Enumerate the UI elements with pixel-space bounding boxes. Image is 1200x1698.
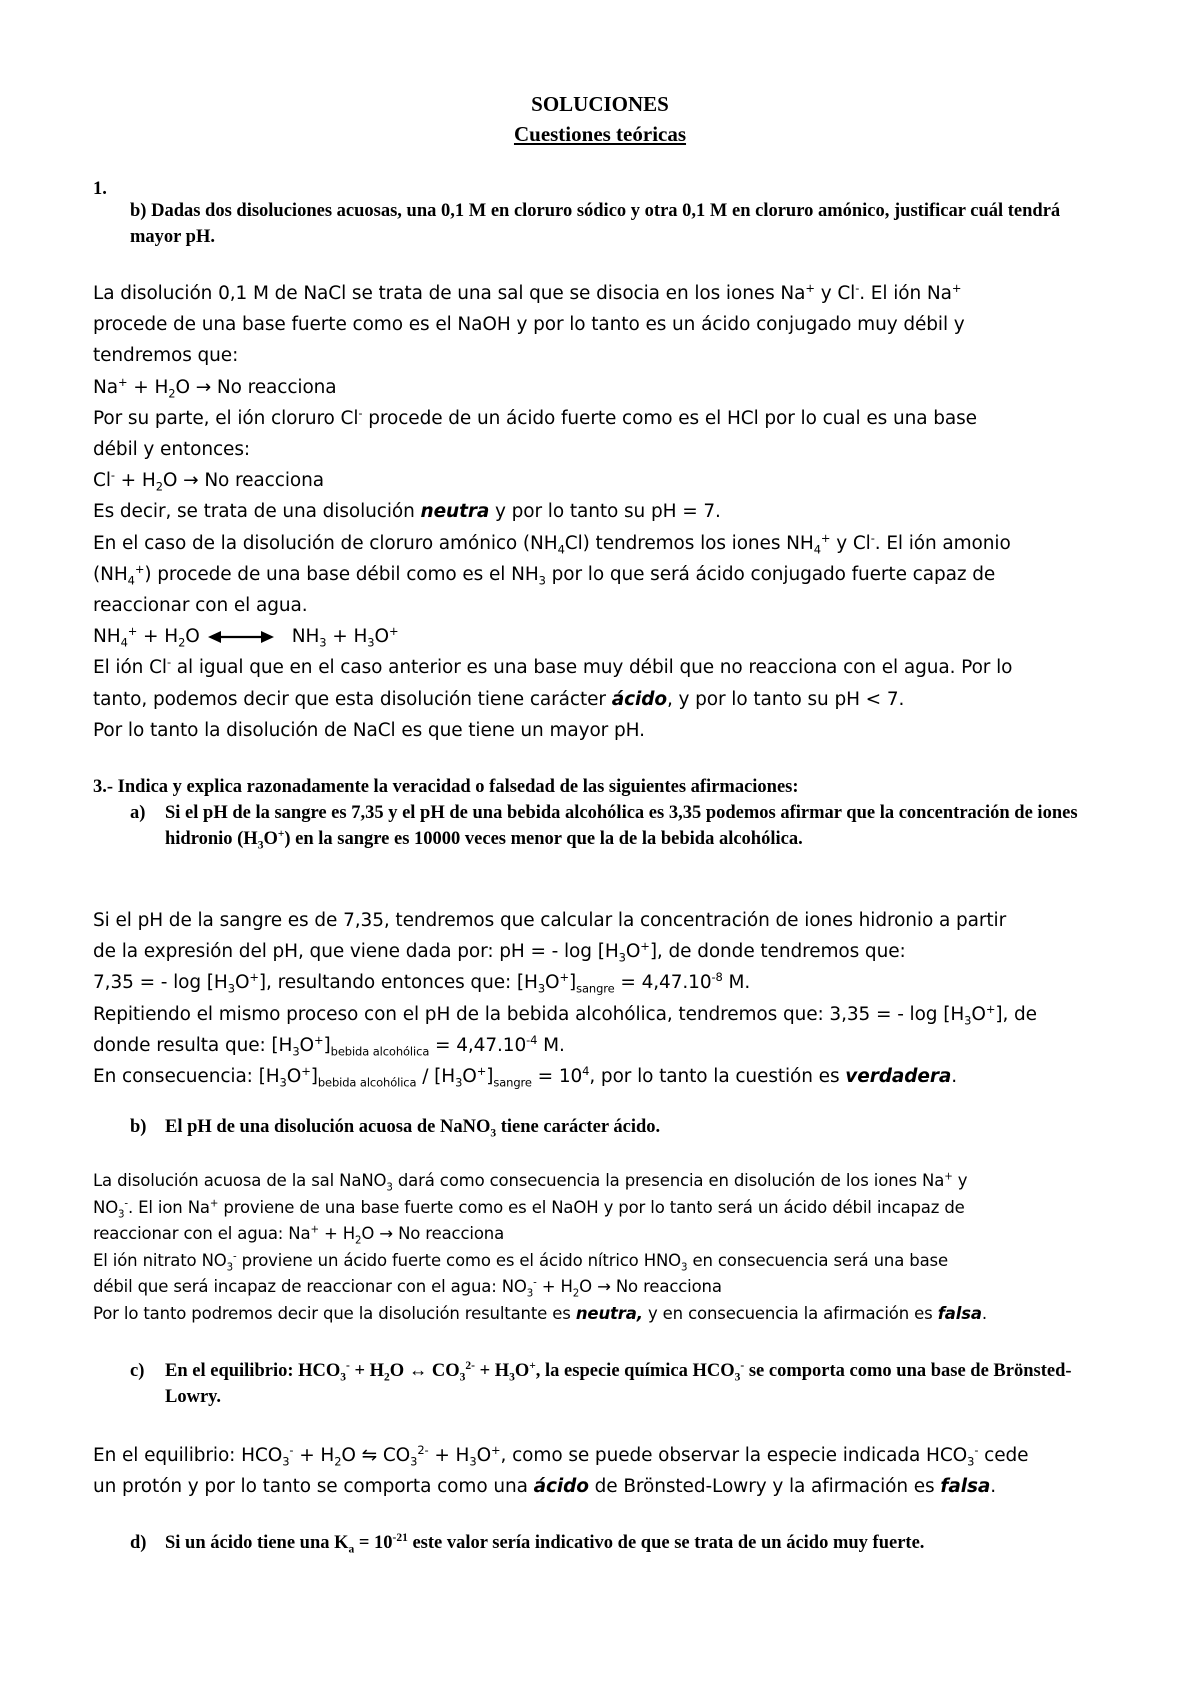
item-label: b): [130, 201, 147, 221]
answer-line: 7,35 = - $\log [H_3O^+]$, resultando entonces que: $[H_3O^+]_{sangre} = 4,47.10^{-8}$ M.: [93, 970, 751, 997]
answer-line: Por lo tanto podremos decir que la disolución resultante es neutra, y en consecuencia la afirmación es falsa.: [93, 1303, 987, 1323]
answer-3c: [93, 1440, 1173, 1502]
answer-line: $Na^+ + H_2O \to No$ reacciona: [93, 374, 337, 401]
question-3d: Si un ácido tiene una $K_a = 10^{-21}$ este valor sería indicativo de que se trata de un ácido muy fuerte.: [165, 1531, 925, 1556]
answer-1b: [93, 278, 1133, 746]
answer-line: reaccionar con el agua: $Na^+ + H_2O \to No$ reacciona: [93, 1224, 505, 1247]
answer-line: débil que será incapaz de reaccionar con el agua: $NO_3^- + H_2O \to No$ reacciona: [93, 1277, 722, 1300]
equation-line: $NH_4^+ + H_2O$ $NH_3 + H_3O^+$: [93, 624, 399, 650]
answer-line: Por su parte, el ión cloruro Cl- procede de un ácido fuerte como es el HCl por lo cual es una base: [93, 405, 977, 429]
item-label: c): [130, 1361, 145, 1381]
answer-line: La disolución acuosa de la sal NaNO$_3$ dará como consecuencia la presencia en disolución de los iones Na+ y: [93, 1171, 968, 1194]
document-subtitle: Cuestiones teóricas: [513, 122, 687, 146]
answer-line: La disolución 0,1 M de NaCl se trata de una sal que se disocia en los iones Na+ y Cl-. El ión Na+: [93, 280, 962, 304]
answer-line: débil y entonces:: [93, 439, 250, 461]
answer-line: un protón y por lo tanto se comporta como una ácido de Brönsted-Lowry y la afirmación es falsa.: [93, 1476, 997, 1498]
answer-line: Es decir, se trata de una disolución neutra y por lo tanto su pH = 7.: [93, 501, 721, 523]
answer-line: donde resulta que: $[H_3O^+]_{bebida alcohólica} = 4,47.10^{-4}$ M.: [93, 1032, 565, 1059]
answer-line: tanto, podemos decir que esta disolución tiene carácter ácido, y por lo tanto su pH < 7.: [93, 688, 905, 710]
question-3b: El pH de una disolución acuosa de NaNO$_3$ tiene carácter ácido.: [165, 1117, 661, 1140]
document-title: SOLUCIONES: [531, 92, 669, 116]
question-3c: En el equilibrio: $HCO_3^- + H_2O$ ↔ $CO_3^{2-} + H_3O^+$, la especie química $HCO_3^-$ se comporta como una base de Brönsted-Lowry.: [165, 1359, 1072, 1407]
answer-3b: [93, 1168, 1173, 1327]
double-arrow-icon: [208, 630, 274, 644]
question-3-heading: 3.- Indica y explica razonadamente la veracidad o falsedad de las siguientes afirmaciones:: [93, 777, 799, 797]
answer-line: reaccionar con el agua.: [93, 595, 308, 617]
answer-line: tendremos que:: [93, 345, 239, 367]
question-1b: [130, 198, 1110, 250]
answer-line: Por lo tanto la disolución de NaCl es que tiene un mayor pH.: [93, 719, 645, 741]
answer-line: El ión nitrato $NO_3^-$ proviene un ácido fuerte como es el ácido nítrico $HNO_3$ en consecuencia será una base: [93, 1250, 948, 1273]
answer-3a: [93, 905, 1153, 1092]
answer-line: Repitiendo el mismo proceso con el pH de la bebida alcohólica, tendremos que: 3,35 = - $\log [H_3O^+]$, de: [93, 1001, 1037, 1028]
answer-line: Si el pH de la sangre es de 7,35, tendremos que calcular la concentración de iones hidronio a partir: [93, 910, 1007, 931]
question-3a: Si el pH de la sangre es 7,35 y el pH de una bebida alcohólica es 3,35 podemos afirmar que la concentración de iones hidronio $(H_3O^+)$ en la sangre es 10000 veces menor que la de la bebida alcohólica.: [165, 803, 1078, 852]
question-number: 1.: [93, 179, 107, 199]
answer-line: $Cl^- + H_2O \to No$ reacciona: [93, 468, 324, 494]
item-label: b): [130, 1117, 147, 1137]
answer-line: En consecuencia: $[H_3O^+]_{bebida alcohólica} / [H_3O^+]_{sangre} = 10^4$, por lo tanto la cuestión es verdadera.: [93, 1063, 958, 1090]
answer-line: En el equilibrio: $HCO_3^- + H_2O$ ⇋ $CO_3^{2-} + H_3O^+$, como se puede observar la especie indicada $HCO_3^-$ cede: [93, 1442, 1029, 1469]
answer-line: $NO_3^-$. El ion Na+ proviene de una base fuerte como es el NaOH y por lo tanto será un ácido débil incapaz de: [93, 1197, 965, 1220]
answer-line: $(NH_4^+)$ procede de una base débil como es el $NH_3$ por lo que será ácido conjugado fuerte capaz de: [93, 561, 996, 588]
question-text: Dadas dos disoluciones acuosas, una 0,1 M en cloruro sódico y otra 0,1 M en cloruro amónico, justificar cuál tendrá mayor pH.: [130, 201, 1061, 247]
item-label: d): [130, 1533, 147, 1553]
answer-line: En el caso de la disolución de cloruro amónico $(NH_4Cl)$ tendremos los iones $NH_4^+$ y Cl-. El ión amonio: [93, 530, 1011, 557]
answer-line: de la expresión del pH, que viene dada por: pH = - $\log [H_3O^+]$, de donde tendremos que:: [93, 939, 906, 965]
answer-line: El ión Cl- al igual que en el caso anterior es una base muy débil que no reacciona con el agua. Por lo: [93, 655, 1013, 679]
item-label: a): [130, 803, 146, 823]
answer-line: procede de una base fuerte como es el NaOH y por lo tanto es un ácido conjugado muy débil y: [93, 314, 965, 336]
